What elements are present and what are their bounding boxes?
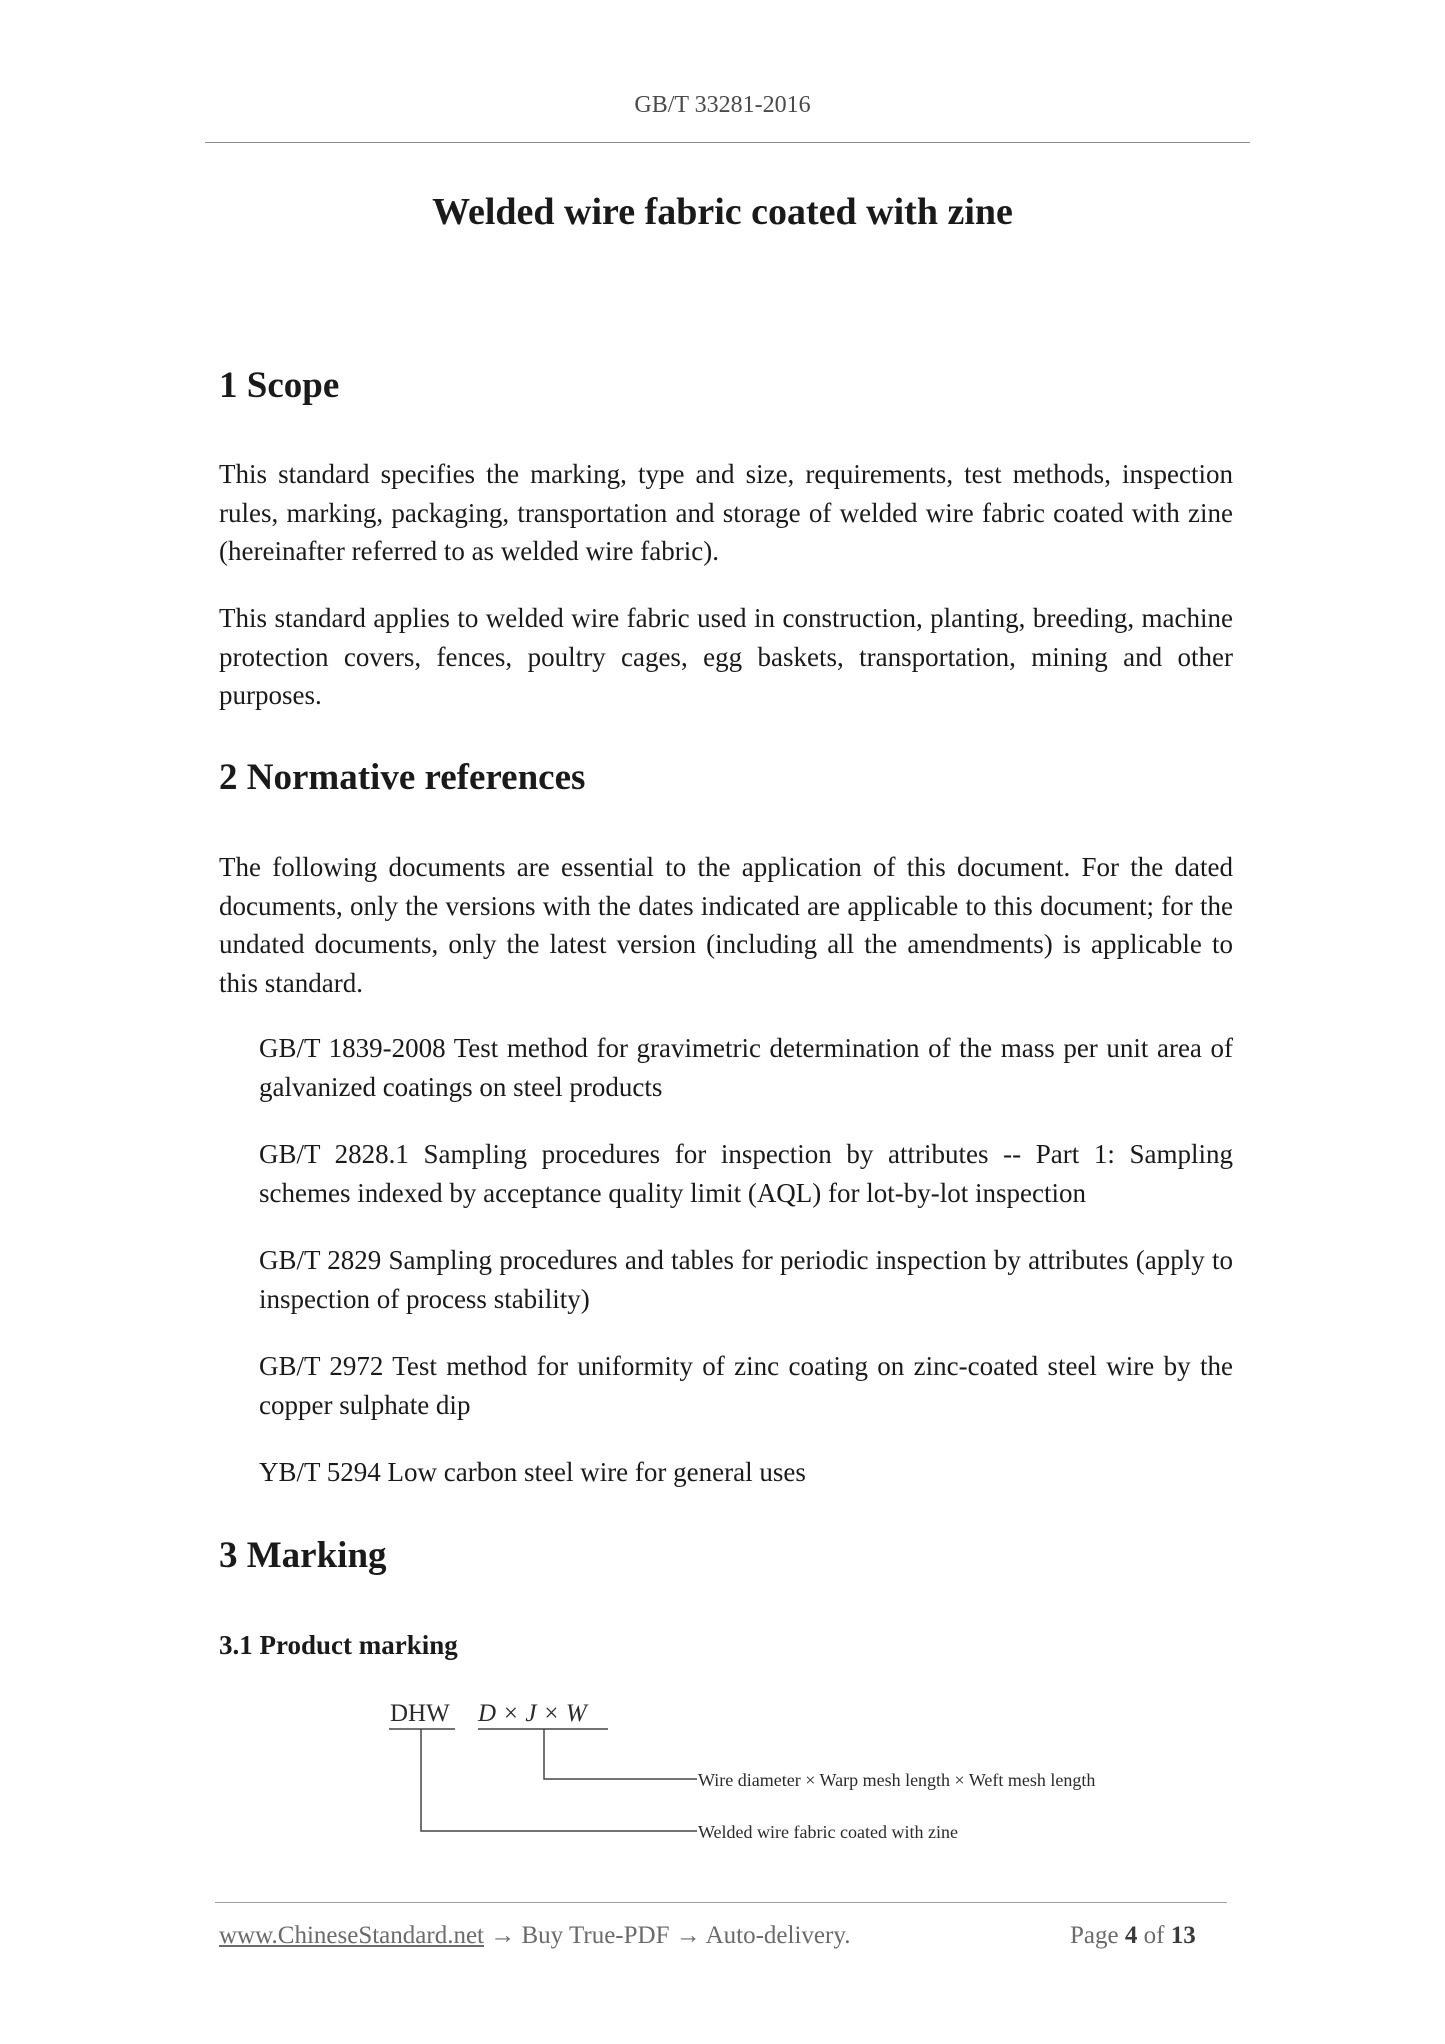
header-divider [205, 142, 1250, 143]
page-current: 4 [1124, 1922, 1138, 1949]
diagram-formula: D × J × W [478, 1700, 587, 1727]
diagram-leader-product [421, 1729, 697, 1831]
diagram-label-product: Welded wire fabric coated with zine [698, 1822, 958, 1842]
buy-true-pdf-text: Buy True-PDF [521, 1922, 670, 1949]
page-indicator [1070, 1922, 1196, 1950]
reference-item: GB/T 2829 Sampling procedures and tables for periodic inspection by attributes (apply to inspection of process stability) [259, 1245, 1233, 1314]
page-of-label: of [1143, 1922, 1165, 1949]
page-label: Page [1070, 1922, 1119, 1949]
section-heading-normative-references: 2 Normative references [219, 757, 586, 798]
site-link[interactable]: www.ChineseStandard.net [219, 1922, 484, 1949]
arrow-right-icon: → [675, 1922, 701, 1949]
scope-paragraph-2: This standard applies to welded wire fabric used in construction, planting, breeding, machine protection covers, fences, poultry cages, egg baskets, transportation, mining and other purposes. [219, 603, 1233, 710]
diagram-label-dimensions: Wire diameter × Warp mesh length × Weft mesh length [698, 1770, 1096, 1790]
auto-delivery-text: Auto-delivery. [705, 1922, 851, 1949]
section-heading-scope: 1 Scope [219, 365, 340, 406]
normative-intro-paragraph: The following documents are essential to the application of this document. For the dated documents, only the versions with the dates indicated are applicable to this document; for the undated documents, only the latest version (including all the amendments) is applicable to this standard. [219, 852, 1233, 998]
document-title: Welded wire fabric coated with zine [432, 191, 1013, 233]
page-total: 13 [1170, 1922, 1196, 1949]
subsection-heading-product-marking: 3.1 Product marking [219, 1630, 458, 1660]
reference-item: GB/T 1839-2008 Test method for gravimetric determination of the mass per unit area of galvanized coatings on steel products [259, 1033, 1233, 1102]
section-heading-marking: 3 Marking [219, 1535, 387, 1576]
arrow-right-icon: → [490, 1922, 516, 1949]
scope-paragraph-1: This standard specifies the marking, type and size, requirements, test methods, inspection rules, marking, packaging, transportation and storage of welded wire fabric coated with zine (hereinafter referred to as welded wire fabric). [219, 459, 1233, 566]
diagram-code-dhw: DHW [390, 1700, 450, 1727]
reference-item: YB/T 5294 Low carbon steel wire for general uses [259, 1457, 806, 1487]
diagram-leader-dimensions [544, 1729, 697, 1779]
footer-divider [215, 1902, 1227, 1903]
header-standard-code: GB/T 33281-2016 [634, 92, 811, 118]
reference-item: GB/T 2972 Test method for uniformity of zinc coating on zinc-coated steel wire by the copper sulphate dip [259, 1351, 1233, 1420]
reference-item: GB/T 2828.1 Sampling procedures for inspection by attributes -- Part 1: Sampling schemes indexed by acceptance quality limit (AQL) for lot-by-lot inspection [259, 1139, 1233, 1208]
footer-promo [219, 1922, 850, 1950]
